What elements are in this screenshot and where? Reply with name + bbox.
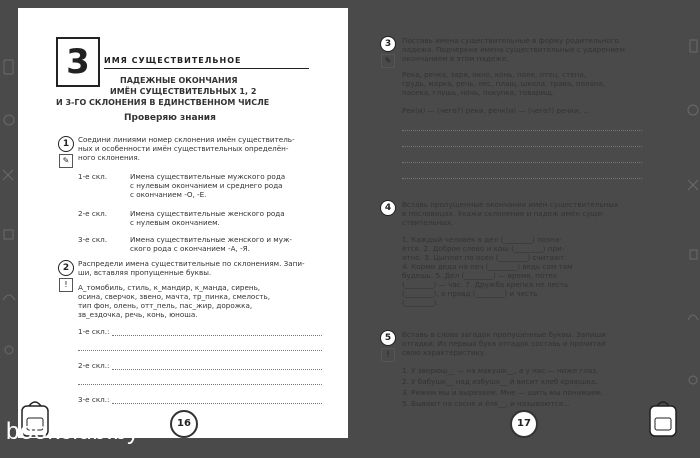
declension-desc-1a: Имена существительные мужского рода	[130, 172, 286, 181]
task-3-words-3: пасека, глушь, ночь, покупка, товарищ.	[402, 88, 555, 97]
task-4-text-3: ствительных.	[402, 218, 454, 227]
proverb-line-2: ётся. 2. Доброе слово и кош (________) при-	[402, 244, 565, 253]
task-3-words-2: грудь, марка, речь, лес, плащ, школа, трава, поляна,	[402, 79, 606, 88]
declension-label-1: 1-е скл.	[78, 172, 108, 181]
proverb-line-8: (________).	[402, 298, 439, 307]
pencil-icon: ✎	[381, 54, 395, 68]
exclamation-icon: !	[381, 348, 395, 362]
declension-label-3: 3-е скл.	[78, 235, 108, 244]
task-2-text-2: ши, вставляя пропущенные буквы.	[78, 268, 212, 277]
task-1-text-1: Соедини линиями номер склонения имён существитель-	[78, 135, 295, 144]
task-3-words-1: Река, речка, заря, окно, конь, поле, отец, стена,	[402, 70, 587, 79]
task-1-text-3: ного склонения.	[78, 153, 140, 162]
page-number-left: 16	[170, 410, 198, 438]
proverb-line-4: 4. Корми деда на печ (________) ведь сам там	[402, 262, 573, 271]
declension-desc-3a: Имена существительные женского и муж-	[130, 235, 293, 244]
task-2-words-3: тип фон, олень, отт_пель, пас_жир, дорожка,	[78, 301, 253, 310]
task-5-text-3: свою характеристику.	[402, 348, 487, 357]
task-1-text-2: ных и особенности имён существительных определён-	[78, 144, 289, 153]
task-4-text-2: в пословицах. Укажи склонение и падеж имён суще-	[402, 209, 605, 218]
answer-line[interactable]	[78, 350, 322, 351]
subheading: Проверяю знания	[124, 113, 216, 123]
answer-line[interactable]	[402, 130, 642, 131]
task-3-number: 3	[380, 36, 396, 52]
declension-desc-2b: с нулевым окончанием.	[130, 218, 220, 227]
declension-desc-2a: Имена существительные женского рода	[130, 209, 285, 218]
riddle-line-1: 1. У зверюш__ — на макушк__, а у нас — ниже глаз.	[402, 366, 599, 375]
watermark: bookclub.by	[6, 418, 140, 445]
answer-line[interactable]	[112, 335, 322, 336]
pencil-icon: ✎	[59, 154, 73, 168]
exclamation-icon: !	[59, 278, 73, 292]
declension-label-2: 2-е скл.	[78, 209, 108, 218]
proverb-line-7: (________), а правд (________) и честь	[402, 289, 538, 298]
task-5-text-2: отгадки. Из первых букв отгадок составь и прочитай	[402, 339, 606, 348]
declension-desc-3b: ского рода с окончанием -А, -Я.	[130, 244, 250, 253]
task-3-text-3: окончанием в этом падеже.	[402, 54, 509, 63]
answer-line[interactable]	[112, 369, 322, 370]
task-3-example: Рек(и) — (чего?) реки, речк(и) — (чего?) речки, ...	[402, 106, 591, 115]
task-2-words-4: зв_ездочка, речь, конь, юноша.	[78, 310, 198, 319]
riddle-line-4: 5. Бывают на сосне и ёлк__, и называются...	[402, 399, 570, 408]
topic-title: ИМЯ СУЩЕСТВИТЕЛЬНОЕ	[104, 56, 242, 65]
answer-line[interactable]	[402, 178, 642, 179]
answer-line[interactable]	[78, 384, 322, 385]
proverb-line-3: ятно. 3. Цыплят по осен (________) считают.	[402, 253, 567, 262]
task-4-number: 4	[380, 200, 396, 216]
task-2-number: 2	[58, 260, 74, 276]
answer-line[interactable]	[402, 146, 642, 147]
task-3-text-2: падежа. Подчеркни имена существительные с ударением	[402, 45, 625, 54]
heading-line-2: ИМЁН СУЩЕСТВИТЕЛЬНЫХ 1, 2	[110, 87, 257, 96]
task-2-words-2: осина, сверчок, звено, мачта, тр_пинка, смелость,	[78, 292, 270, 301]
proverb-line-5: будешь. 5. Дел (________) — время, потех	[402, 271, 558, 280]
topic-underline	[104, 68, 309, 69]
task-1-number: 1	[58, 136, 74, 152]
task-4-text-1: Вставь пропущенные окончания имён существительных	[402, 200, 619, 209]
proverb-line-6: (________) — час. 7. Дружба крепка не лесть	[402, 280, 569, 289]
answer-label-3: 3-е скл.:	[78, 395, 110, 404]
answer-label-2: 2-е скл.:	[78, 361, 110, 370]
riddle-line-2: 2. У бабушк__ над избушк__ й висит хлеб краюшка.	[402, 377, 598, 386]
proverb-line-1: 1. Каждый человек в дел (________) позна-	[402, 235, 562, 244]
task-5-text-1: Вставь в слова загадок пропущенные буквы. Запиши	[402, 330, 606, 339]
task-3-text-1: Поставь имена существительные в форму родительного	[402, 36, 619, 45]
heading-line-3: И 3-ГО СКЛОНЕНИЯ В ЕДИНСТВЕННОМ ЧИСЛЕ	[56, 98, 270, 107]
answer-line[interactable]	[112, 403, 322, 404]
riddle-line-3: 3. Режем мы и вырезаем. Мне — шить мы понимаем.	[402, 388, 604, 397]
heading-line-1: ПАДЕЖНЫЕ ОКОНЧАНИЯ	[120, 76, 238, 85]
answer-line[interactable]	[402, 162, 642, 163]
task-2-words-1: А_томобиль, стиль, к_мандир, к_манда, сирень,	[78, 283, 261, 292]
answer-label-1: 1-е скл.:	[78, 327, 110, 336]
page-number-right: 17	[510, 410, 538, 438]
task-2-text-1: Распредели имена существительные по склонениям. Запи-	[78, 259, 305, 268]
declension-desc-1c: с окончанием -О, -Е.	[130, 190, 207, 199]
backpack-icon	[646, 398, 680, 438]
task-5-number: 5	[380, 330, 396, 346]
chapter-badge: 3	[56, 37, 100, 87]
declension-desc-1b: с нулевым окончанием и среднего рода	[130, 181, 283, 190]
